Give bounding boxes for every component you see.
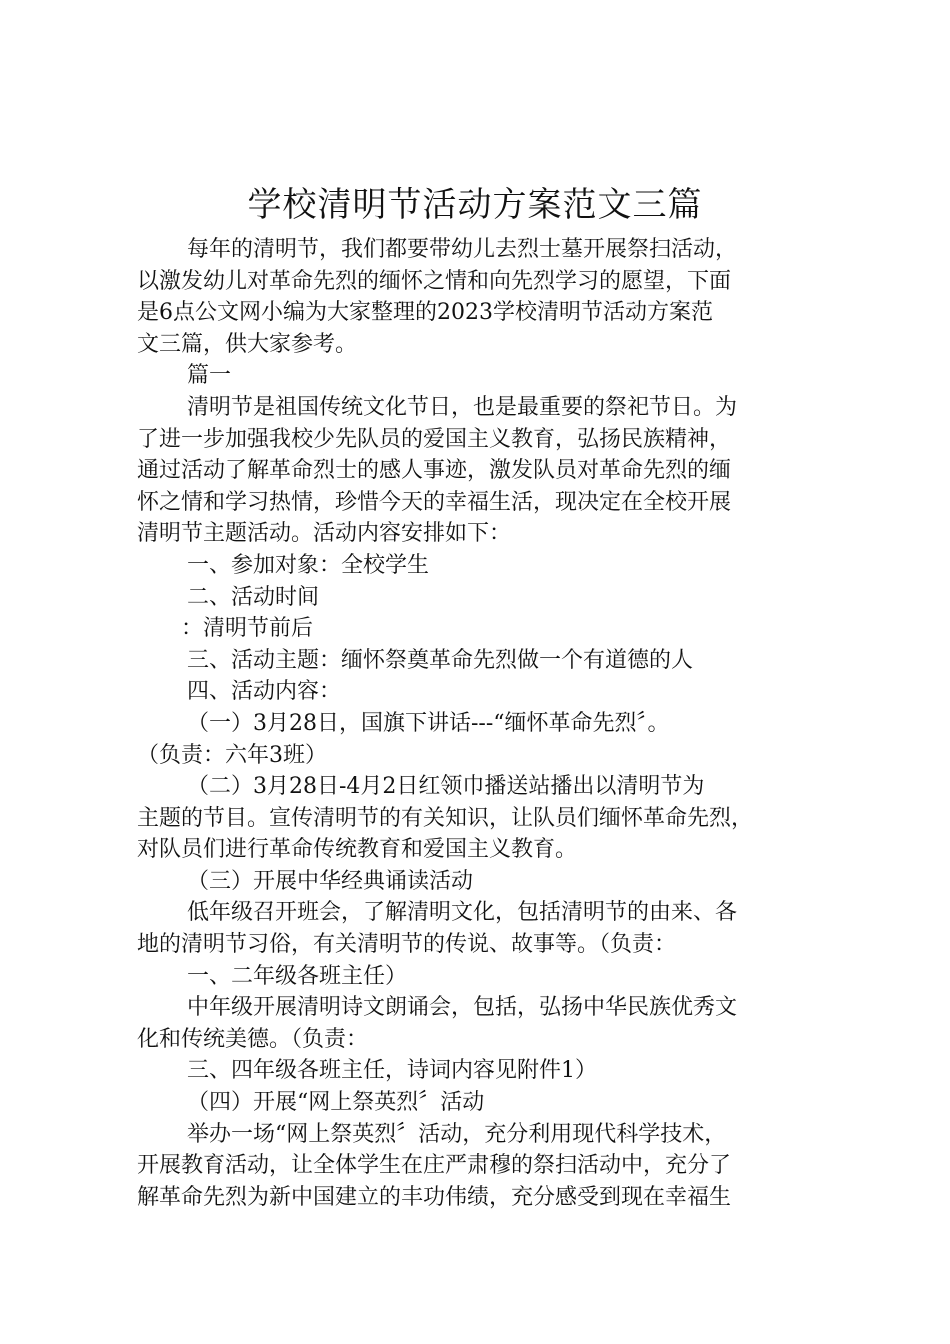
text-line: 三、四年级各班主任，诗词内容见附件1）	[187, 1058, 597, 1084]
text-line: 地的清明节习俗，有关清明节的传说、故事等。（负责：	[137, 932, 677, 958]
text-line: 以激发幼儿对革命先烈的缅怀之情和向先烈学习的愿望，下面	[137, 268, 732, 294]
text-line: （四）开展“网上祭英烈〞活动	[187, 1090, 485, 1116]
text-line: 化和传统美德。（负责：	[137, 1026, 369, 1052]
text-line: 怀之情和学习热情，珍惜今天的幸福生活，现决定在全校开展	[137, 489, 732, 515]
text-line: 解革命先烈为新中国建立的丰功伟绩，充分感受到现在幸福生	[137, 1184, 732, 1210]
text-line: （一）3月28日，国旗下讲话---“缅怀革命先烈〞。	[187, 710, 670, 736]
text-line: 举办一场“网上祭英烈〞活动，充分利用现代科学技术，	[187, 1121, 727, 1147]
text-line: 每年的清明节，我们都要带幼儿去烈士墓开展祭扫活动，	[187, 237, 738, 262]
text-line: 二、活动时间	[187, 584, 320, 610]
text-line: 一、参加对象：全校学生	[187, 552, 430, 578]
text-line: 通过活动了解革命烈士的感人事迹，激发队员对革命先烈的缅	[137, 458, 732, 484]
text-line: 篇一	[187, 363, 232, 389]
document-body	[137, 234, 827, 1213]
text-line: 对队员们进行革命传统教育和爱国主义教育。	[137, 837, 578, 863]
text-line: 中年级开展清明诗文朗诵会，包括，弘扬中华民族优秀文	[187, 995, 738, 1021]
text-line: （三）开展中华经典诵读活动	[187, 868, 474, 894]
text-line: 清明节主题活动。活动内容安排如下：	[137, 521, 512, 547]
text-line: 一、二年级各班主任）	[187, 963, 408, 989]
text-line: 清明节是祖国传统文化节日，也是最重要的祭祀节日。为	[187, 394, 738, 420]
text-line: 了进一步加强我校少先队员的爱国主义教育，弘扬民族精神，	[137, 426, 732, 452]
text-line: 开展教育活动，让全体学生在庄严肃穆的祭扫活动中，充分了	[137, 1153, 732, 1179]
text-line: 低年级召开班会，了解清明文化，包括清明节的由来、各	[187, 900, 738, 926]
text-line: （负责：六年3班）	[137, 742, 327, 768]
text-line: （二）3月28日-4月2日红领巾播送站播出以清明节为	[187, 774, 705, 800]
document-title: 学校清明节活动方案范文三篇	[247, 185, 703, 225]
text-line: 三、活动主题：缅怀祭奠革命先烈做一个有道德的人	[187, 647, 694, 673]
text-line: 四、活动内容：	[187, 679, 342, 705]
text-line: 文三篇，供大家参考。	[137, 331, 358, 357]
text-line: ：清明节前后	[181, 616, 314, 642]
text-line: 是6点公文网小编为大家整理的2023学校清明节活动方案范	[137, 300, 713, 326]
text-line: 主题的节目。宣传清明节的有关知识，让队员们缅怀革命先烈，	[137, 805, 754, 831]
